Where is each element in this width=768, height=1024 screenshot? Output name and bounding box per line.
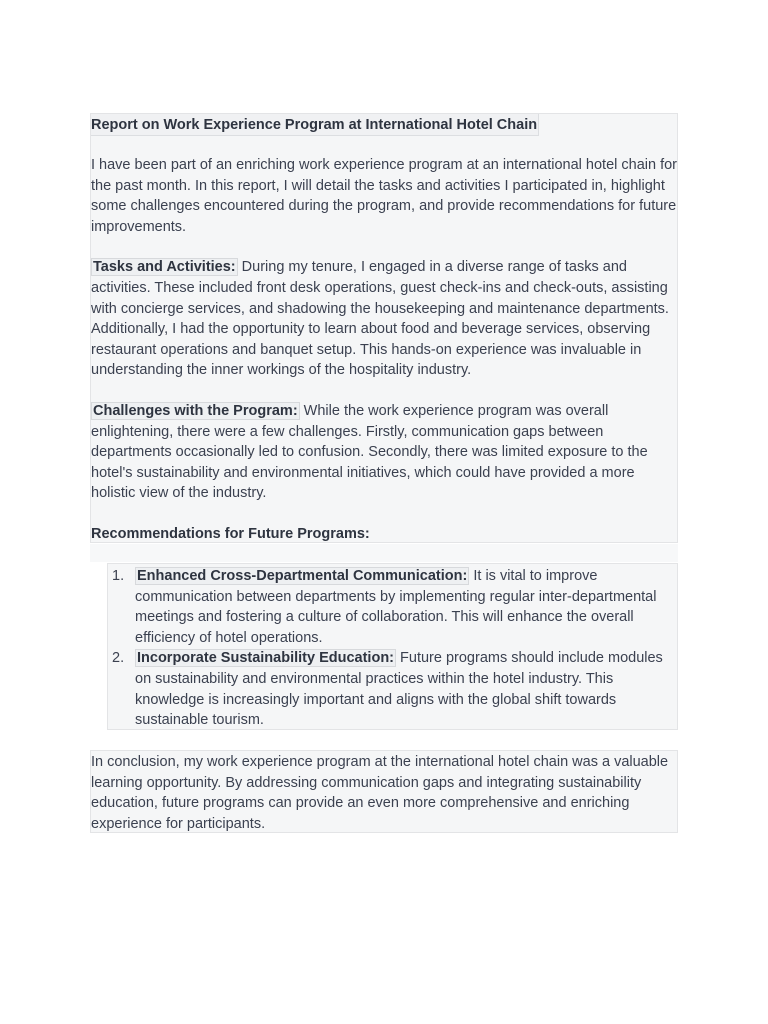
tasks-body: During my tenure, I engaged in a diverse range of tasks and activities. These included front desk operations, guest check-ins and check-outs, assisting with concierge services, and shadowing the housekeeping and maintenance departments. Additionally, I had the opportunity to learn about food and beverage services, observing restaurant operations and banquet setup. This hands-on experience was invaluable in understanding the inner workings of the hospitality industry. [91,259,669,379]
list-item-heading: Enhanced Cross-Departmental Communication: [137,568,468,584]
challenges-body: While the work experience program was overall enlightening, there were a few challenges. Firstly, communication gaps between departments occasionally led to confusion. Secondly, there was limited exposure to the hotel's sustainability and environmental initiatives, which could have provided a more holistic view of the industry. [91,402,648,502]
list-item [108,566,673,648]
recommendations-list [108,566,673,731]
tasks-heading: Tasks and Activities: [93,259,236,276]
recommendations-heading: Recommendations for Future Programs: [91,525,370,542]
conclusion-paragraph: In conclusion, my work experience program at the international hotel chain was a valuable learning opportunity. By addressing communication gaps and integrating sustainability education, future programs can provide an even more comprehensive and enriching experience for participants. [91,754,669,832]
list-item-number: 2. [112,650,125,667]
report-main-section [90,113,678,543]
list-item-body: It is vital to improve communication between departments by implementing regular inter-departmental meetings and fostering a culture of collaboration. This will enhance the overall efficiency of hotel operations. [135,568,657,646]
section-divider [90,544,678,562]
recommendations-list-section [107,563,678,730]
list-item [108,648,673,730]
list-item-body: Future programs should include modules on sustainability and environmental practices within the hotel industry. This knowledge is increasingly important and aligns with the global shift towards sustainable tourism. [135,650,663,729]
list-item-number: 1. [112,568,125,584]
tasks-paragraph [91,257,677,381]
challenges-paragraph [91,401,677,504]
report-title: Report on Work Experience Program at International Hotel Chain [91,114,539,136]
report-document [90,113,678,543]
challenges-heading: Challenges with the Program: [93,402,298,419]
intro-paragraph: I have been part of an enriching work experience program at an international hotel chain for the past month. In this report, I will detail the tasks and activities I participated in, highlight some challenges encountered during the program, and provide recommendations for future improvements. [91,157,677,235]
conclusion-section [90,750,678,833]
list-item-heading: Incorporate Sustainability Education: [137,650,395,667]
